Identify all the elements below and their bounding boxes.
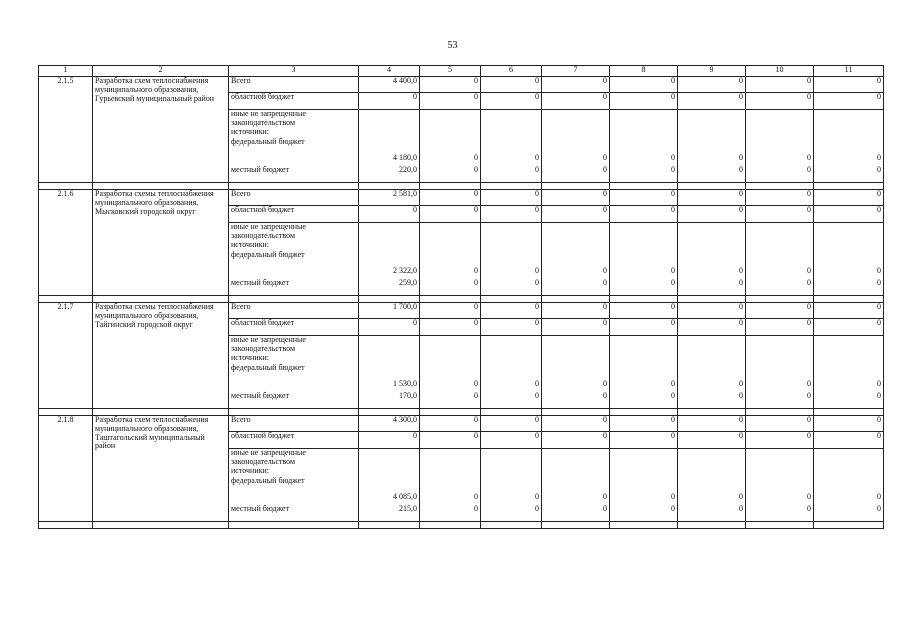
value-cell: 0 (746, 319, 814, 336)
value-cell: 0 (610, 190, 678, 206)
value-cell: 0 (481, 77, 542, 93)
value-cell: 0 (746, 279, 814, 296)
spacer-cell (678, 409, 746, 416)
value-cell: 0 (814, 279, 884, 296)
value-cell: 170,0 (359, 392, 420, 409)
spacer-cell (481, 409, 542, 416)
column-header: 4 (359, 66, 420, 77)
value-cell: 0 (420, 110, 481, 166)
value-cell: 0 (420, 392, 481, 409)
spacer-row (39, 522, 884, 529)
row-label-federal: федеральный бюджет (231, 476, 305, 486)
value-cell: 0 (420, 77, 481, 93)
row-label-federal: федеральный бюджет (231, 137, 305, 147)
spacer-cell (610, 522, 678, 529)
value-cell: 0 (542, 77, 610, 93)
value-cell: 0 (746, 505, 814, 522)
row-label-regional: областной бюджет (229, 206, 359, 223)
spacer-cell (420, 296, 481, 303)
value-cell: 0 (814, 319, 884, 336)
value-cell: 4 300,0 (359, 416, 420, 432)
value-cell: 0 (814, 416, 884, 432)
value-cell: 0 (814, 77, 884, 93)
item-number: 2.1.5 (39, 77, 93, 183)
value-cell: 0 (420, 336, 481, 392)
value-cell: 0 (610, 206, 678, 223)
row-label-federal: федеральный бюджет (231, 363, 305, 373)
value-cell: 0 (746, 77, 814, 93)
spacer-cell (481, 296, 542, 303)
value-cell: 0 (746, 416, 814, 432)
table-row (39, 303, 884, 319)
value-cell: 0 (420, 319, 481, 336)
value-cell: 0 (481, 223, 542, 279)
row-label-other-sources: иные не запрещенные законодательством источники: (231, 335, 306, 362)
value-cell: 0 (678, 449, 746, 505)
value-cell: 259,0 (359, 279, 420, 296)
value-cell: 0 (678, 416, 746, 432)
value-cell: 0 (481, 93, 542, 110)
spacer-cell (542, 183, 610, 190)
value-cell: 0 (542, 319, 610, 336)
value-cell: 215,0 (359, 505, 420, 522)
value-cell: 2 322,0 (359, 223, 420, 279)
value-cell: 0 (481, 416, 542, 432)
value-cell: 0 (814, 392, 884, 409)
page-number: 53 (447, 40, 458, 51)
value-cell: 0 (814, 110, 884, 166)
spacer-cell (481, 183, 542, 190)
value-cell: 0 (678, 505, 746, 522)
value-cell: 0 (678, 110, 746, 166)
spacer-cell (359, 522, 420, 529)
value-cell: 0 (359, 206, 420, 223)
value-cell: 0 (420, 303, 481, 319)
value-cell: 0 (678, 190, 746, 206)
row-label-total: Всего (229, 190, 359, 206)
row-label-regional: областной бюджет (229, 319, 359, 336)
spacer-cell (814, 409, 884, 416)
spacer-cell (746, 183, 814, 190)
value-cell: 0 (359, 93, 420, 110)
spacer-cell (610, 296, 678, 303)
value-cell: 0 (678, 223, 746, 279)
value-cell: 0 (746, 432, 814, 449)
value-cell: 0 (814, 505, 884, 522)
value-cell: 0 (814, 93, 884, 110)
value-cell: 0 (814, 449, 884, 505)
item-number: 2.1.8 (39, 416, 93, 522)
spacer-cell (420, 522, 481, 529)
value-cell: 0 (420, 166, 481, 183)
spacer-cell (610, 409, 678, 416)
value-cell: 0 (542, 432, 610, 449)
value-cell: 0 (814, 223, 884, 279)
value-cell: 0 (359, 319, 420, 336)
spacer-cell (678, 183, 746, 190)
value-cell: 0 (678, 279, 746, 296)
value-cell: 0 (542, 206, 610, 223)
value-cell: 0 (610, 449, 678, 505)
value-cell: 0 (814, 190, 884, 206)
row-label-federal: федеральный бюджет (231, 250, 305, 260)
value-cell: 0 (746, 449, 814, 505)
value-cell: 0 (814, 432, 884, 449)
value-cell: 0 (814, 206, 884, 223)
spacer-cell (746, 522, 814, 529)
column-header: 3 (229, 66, 359, 77)
row-label-other-sources: иные не запрещенные законодательством источники: (231, 109, 306, 136)
value-cell: 0 (610, 319, 678, 336)
value-cell: 0 (481, 303, 542, 319)
table-row (39, 416, 884, 432)
spacer-cell (229, 522, 359, 529)
value-cell: 0 (420, 93, 481, 110)
value-cell: 0 (610, 93, 678, 110)
value-cell: 0 (678, 336, 746, 392)
spacer-cell (746, 409, 814, 416)
value-cell: 0 (542, 190, 610, 206)
value-cell: 0 (481, 279, 542, 296)
value-cell: 0 (746, 303, 814, 319)
value-cell: 0 (746, 392, 814, 409)
value-cell: 0 (610, 392, 678, 409)
value-cell: 0 (678, 93, 746, 110)
value-cell: 0 (542, 279, 610, 296)
column-header: 10 (746, 66, 814, 77)
spacer-cell (542, 409, 610, 416)
row-label-local: местный бюджет (229, 166, 359, 183)
row-label-regional: областной бюджет (229, 93, 359, 110)
value-cell: 0 (746, 206, 814, 223)
header-row (39, 66, 884, 77)
spacer-cell (610, 183, 678, 190)
table-body (39, 77, 884, 529)
column-header: 11 (814, 66, 884, 77)
value-cell: 0 (814, 336, 884, 392)
value-cell: 0 (542, 303, 610, 319)
row-label-regional: областной бюджет (229, 432, 359, 449)
value-cell: 0 (481, 110, 542, 166)
spacer-cell (814, 522, 884, 529)
value-cell: 0 (678, 77, 746, 93)
spacer-cell (814, 296, 884, 303)
value-cell: 0 (420, 206, 481, 223)
value-cell: 0 (678, 432, 746, 449)
value-cell: 0 (610, 166, 678, 183)
budget-table (38, 65, 884, 529)
spacer-cell (746, 296, 814, 303)
value-cell: 2 581,0 (359, 190, 420, 206)
value-cell: 0 (481, 392, 542, 409)
value-cell: 0 (678, 319, 746, 336)
value-cell: 0 (746, 166, 814, 183)
value-cell: 0 (814, 166, 884, 183)
item-number: 2.1.6 (39, 190, 93, 296)
value-cell: 0 (610, 432, 678, 449)
spacer-cell (542, 296, 610, 303)
row-label-local: местный бюджет (229, 505, 359, 522)
value-cell: 0 (542, 449, 610, 505)
value-cell: 0 (542, 505, 610, 522)
value-cell: 0 (542, 166, 610, 183)
value-cell: 0 (420, 279, 481, 296)
value-cell: 0 (481, 505, 542, 522)
value-cell: 0 (610, 77, 678, 93)
row-label-total: Всего (229, 303, 359, 319)
row-label-total: Всего (229, 416, 359, 432)
spacer-cell (39, 522, 93, 529)
item-name: Разработка схемы теплоснабжения муниципального образования, Мысковский городской округ (93, 190, 229, 296)
value-cell: 4 180,0 (359, 110, 420, 166)
spacer-cell (420, 409, 481, 416)
spacer-cell (542, 522, 610, 529)
value-cell: 0 (610, 110, 678, 166)
value-cell: 0 (542, 416, 610, 432)
value-cell: 0 (420, 505, 481, 522)
value-cell: 0 (610, 279, 678, 296)
column-header: 1 (39, 66, 93, 77)
value-cell: 0 (678, 392, 746, 409)
value-cell: 0 (542, 392, 610, 409)
row-label-total: Всего (229, 77, 359, 93)
row-label-local: местный бюджет (229, 279, 359, 296)
value-cell: 0 (359, 432, 420, 449)
value-cell: 0 (420, 190, 481, 206)
value-cell: 1 700,0 (359, 303, 420, 319)
value-cell: 0 (610, 303, 678, 319)
value-cell: 0 (746, 110, 814, 166)
value-cell: 0 (746, 93, 814, 110)
item-number: 2.1.7 (39, 303, 93, 409)
value-cell: 0 (814, 303, 884, 319)
value-cell: 1 530,0 (359, 336, 420, 392)
spacer-cell (678, 296, 746, 303)
value-cell: 0 (481, 336, 542, 392)
value-cell: 0 (746, 336, 814, 392)
row-label-other-sources: иные не запрещенные законодательством источники: (231, 222, 306, 249)
table-row (39, 77, 884, 93)
value-cell: 0 (746, 190, 814, 206)
value-cell: 0 (481, 166, 542, 183)
spacer-cell (814, 183, 884, 190)
spacer-cell (420, 183, 481, 190)
value-cell: 0 (420, 416, 481, 432)
item-name: Разработка схем теплоснабжения муниципального образования, Таштагольский муниципальный район (93, 416, 229, 522)
value-cell: 220,0 (359, 166, 420, 183)
value-cell: 0 (610, 223, 678, 279)
value-cell: 0 (481, 206, 542, 223)
value-cell: 0 (610, 336, 678, 392)
value-cell: 0 (542, 93, 610, 110)
item-name: Разработка схемы теплоснабжения муниципального образования, Тайгинский городской округ (93, 303, 229, 409)
spacer-cell (678, 522, 746, 529)
value-cell: 0 (420, 449, 481, 505)
column-header: 9 (678, 66, 746, 77)
value-cell: 0 (678, 166, 746, 183)
value-cell: 0 (746, 223, 814, 279)
value-cell: 0 (481, 319, 542, 336)
column-header: 8 (610, 66, 678, 77)
column-header: 2 (93, 66, 229, 77)
item-name: Разработка схем теплоснабжения муниципального образования, Гурьевский муниципальный район (93, 77, 229, 183)
row-label-other-sources: иные не запрещенные законодательством источники: (231, 448, 306, 475)
column-header: 6 (481, 66, 542, 77)
value-cell: 0 (542, 223, 610, 279)
value-cell: 0 (481, 449, 542, 505)
value-cell: 0 (678, 303, 746, 319)
value-cell: 0 (420, 432, 481, 449)
column-header: 7 (542, 66, 610, 77)
value-cell: 4 400,0 (359, 77, 420, 93)
value-cell: 0 (610, 416, 678, 432)
row-label-local: местный бюджет (229, 392, 359, 409)
value-cell: 4 085,0 (359, 449, 420, 505)
spacer-cell (93, 522, 229, 529)
column-header: 5 (420, 66, 481, 77)
value-cell: 0 (481, 432, 542, 449)
value-cell: 0 (542, 110, 610, 166)
table-row (39, 190, 884, 206)
value-cell: 0 (481, 190, 542, 206)
value-cell: 0 (610, 505, 678, 522)
value-cell: 0 (542, 336, 610, 392)
value-cell: 0 (678, 206, 746, 223)
spacer-cell (481, 522, 542, 529)
value-cell: 0 (420, 223, 481, 279)
